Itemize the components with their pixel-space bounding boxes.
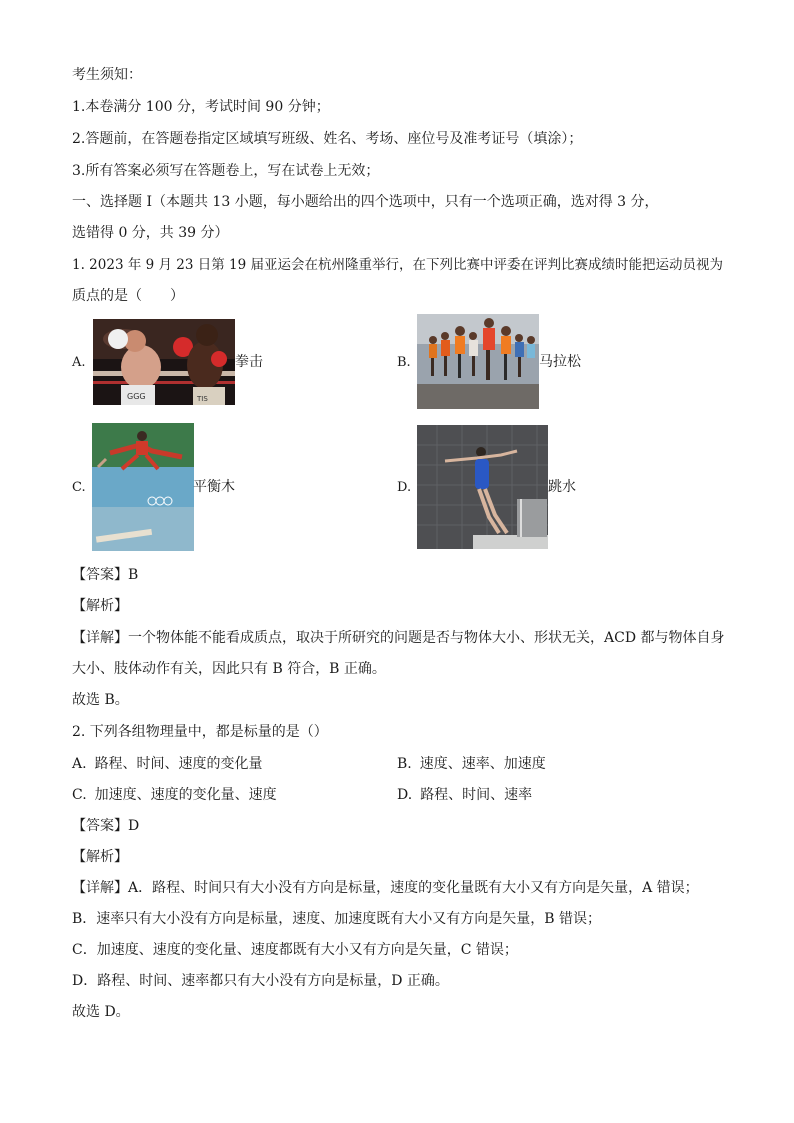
q1-conclusion: 故选 B。 — [72, 692, 129, 708]
diving-photo — [417, 425, 548, 549]
q2-option-b-text: 速度、速率、加速度 — [419, 756, 546, 772]
q1-stem-line-1: 1. 2023 年 9 月 23 日第 19 届亚运会在杭州隆重举行，在下列比赛中评委在评判比赛成绩时能把运动员视为 — [72, 257, 724, 273]
notice-title: 考生须知： — [72, 67, 142, 83]
q1-stem-line-2: 质点的是（ ） — [72, 288, 184, 304]
q2-answer: 【答案】D — [72, 818, 140, 834]
boxing-trunk-logo-2: TIS — [197, 395, 208, 403]
q2-option-b-letter: B. — [397, 756, 412, 772]
q1-option-c-letter: C. — [72, 480, 86, 495]
marathon-photo — [417, 314, 539, 409]
q2-option-a-text: 路程、时间、速度的变化量 — [94, 756, 263, 772]
q1-answer: 【答案】B — [72, 567, 139, 583]
q2-option-a-letter: A. — [72, 756, 87, 772]
q2-option-d-letter: D. — [397, 787, 413, 803]
q2-conclusion: 故选 D。 — [72, 1004, 130, 1020]
q2-detail-line-4: D．路程、时间、速率都只有大小没有方向是标量，D 正确。 — [72, 973, 449, 989]
q2-stem: 2. 下列各组物理量中，都是标量的是（） — [72, 724, 328, 740]
q2-analysis-label: 【解析】 — [72, 849, 128, 865]
q2-option-c-letter: C. — [72, 787, 87, 803]
q1-option-b-letter: B. — [397, 355, 411, 370]
q2-detail-line-1: 【详解】A．路程、时间只有大小没有方向是标量，速度的变化量既有大小又有方向是矢量，A 错误； — [72, 880, 699, 896]
q1-option-d-letter: D. — [397, 480, 412, 495]
section-header-line-1: 一、选择题 I（本题共 13 小题，每小题给出的四个选项中，只有一个选项正确，选对得 3 分， — [72, 194, 659, 210]
section-header-line-2: 选错得 0 分，共 39 分） — [72, 225, 229, 241]
q1-option-a-letter: A. — [72, 355, 86, 370]
q2-option-c — [72, 786, 277, 804]
notice-item-1: 1.本卷满分 100 分，考试时间 90 分钟； — [72, 99, 330, 115]
q1-option-c-caption: 平衡木 — [193, 479, 235, 495]
notice-item-2: 2.答题前，在答题卷指定区域填写班级、姓名、考场、座位号及准考证号（填涂）； — [72, 131, 583, 147]
boxing-photo — [93, 319, 235, 405]
boxing-trunk-logo: GGG — [127, 392, 146, 401]
q1-detail-line-2: 大小、肢体动作有关，因此只有 B 符合，B 正确。 — [72, 661, 386, 677]
q1-detail-line-1: 【详解】一个物体能不能看成质点，取决于所研究的问题是否与物体大小、形状无关，ACD 都与物体自身 — [72, 630, 725, 646]
q1-option-b-caption: 马拉松 — [539, 354, 581, 370]
notice-item-3: 3.所有答案必须写在答题卷上，写在试卷上无效； — [72, 163, 380, 179]
q2-option-c-text: 加速度、速度的变化量、速度 — [94, 787, 277, 803]
q2-option-a — [72, 755, 263, 773]
q2-detail-line-2: B．速率只有大小没有方向是标量，速度、加速度既有大小又有方向是矢量，B 错误； — [72, 911, 602, 927]
balance-beam-photo — [92, 423, 194, 551]
q1-analysis-label: 【解析】 — [72, 598, 128, 614]
q2-option-d — [397, 786, 532, 804]
q2-option-d-text: 路程、时间、速率 — [420, 787, 533, 803]
q1-option-d-caption: 跳水 — [548, 479, 576, 495]
q2-option-b — [397, 755, 546, 773]
q2-detail-line-3: C．加速度、速度的变化量、速度都既有大小又有方向是矢量，C 错误； — [72, 942, 518, 958]
q1-option-a-caption: 拳击 — [235, 354, 263, 370]
